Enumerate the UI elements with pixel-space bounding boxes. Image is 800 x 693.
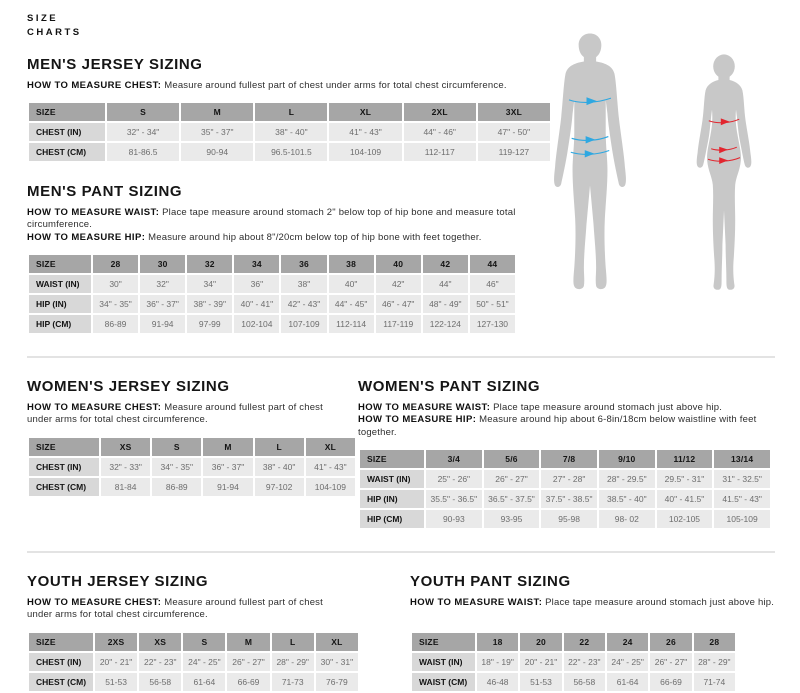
size-value-cell: 44" - 46" [404,123,476,141]
size-value-cell: 22" - 23" [564,653,605,671]
column-header: XS [101,438,150,456]
size-value-cell: 40" - 41.5" [657,490,713,508]
column-header: XS [139,633,181,651]
header-row [29,103,550,121]
size-value-cell: 104-109 [329,143,401,161]
size-value-cell: 41" - 43" [306,458,355,476]
section-title: MEN'S JERSEY SIZING [27,55,203,73]
column-header: 32 [187,255,232,273]
instruction-label: HOW TO MEASURE CHEST: [27,401,162,413]
section-womens-jersey [27,378,358,530]
size-value-cell: 91-94 [203,478,252,496]
size-value-cell: 36" - 37" [203,458,252,476]
womens-sections-row [27,378,775,530]
womens-jersey-size-table [27,436,358,498]
column-header: L [255,103,327,121]
measure-instruction [410,597,775,622]
size-value-cell: 86-89 [93,315,138,333]
row-label: HIP (IN) [360,490,424,508]
size-value-cell: 50" - 51" [470,295,515,313]
size-value-cell: 117-119 [376,315,421,333]
row-label: CHEST (CM) [29,478,99,496]
size-value-cell: 41.5" - 43" [714,490,770,508]
instruction-label: HOW TO MEASURE CHEST: [27,79,162,91]
size-value-cell: 24" - 25" [183,653,225,671]
column-header: 11/12 [657,450,713,468]
size-value-cell: 26" - 27" [484,470,540,488]
womens-pant-size-table [358,448,775,530]
size-value-cell: 42" [376,275,421,293]
column-header: SIZE [29,255,91,273]
size-value-cell: 36" [234,275,279,293]
size-value-cell: 122-124 [423,315,468,333]
size-value-cell: 51-53 [95,673,137,691]
column-header: 2XS [95,633,137,651]
instruction-text: Measure around hip about 8"/20cm below top of hip bone with feet together. [148,231,482,243]
column-header: 26 [650,633,691,651]
table-row [29,458,355,476]
size-value-cell: 66-69 [650,673,691,691]
size-value-cell: 51-53 [520,673,561,691]
table-row [29,275,515,293]
size-value-cell: 38" [281,275,326,293]
column-header: 2XL [404,103,476,121]
size-value-cell: 38.5" - 40" [599,490,655,508]
column-header: 34 [234,255,279,273]
row-label: HIP (CM) [360,510,424,528]
size-value-cell: 104-109 [306,478,355,496]
size-value-cell: 34" - 35" [152,458,201,476]
instruction-label: HOW TO MEASURE WAIST: [410,596,543,608]
size-value-cell: 34" - 35" [93,295,138,313]
row-label: CHEST (IN) [29,653,93,671]
header-row [29,255,515,273]
measure-instruction [27,597,337,622]
size-value-cell: 27" - 28" [541,470,597,488]
youth-pant-table [410,631,737,693]
measure-instruction [358,402,775,439]
size-value-cell: 102-104 [234,315,279,333]
table-row [360,470,770,488]
youth-sections-row [27,573,775,693]
size-value-cell: 66-69 [227,673,269,691]
size-value-cell: 56-58 [139,673,181,691]
table-row [412,673,735,691]
row-label: HIP (IN) [29,295,91,313]
size-value-cell: 34" [187,275,232,293]
column-header: 40 [376,255,421,273]
youth-jersey-size-table [27,631,410,693]
table-row [360,490,770,508]
header-row [29,438,355,456]
header-row [360,450,770,468]
instruction-text: Place tape measure around stomach just above hip. [545,596,775,608]
size-value-cell: 97-99 [187,315,232,333]
size-value-cell: 20" - 21" [95,653,137,671]
table-row [29,295,515,313]
page-title-line2: CHARTS [27,26,82,38]
mens-jersey-table [27,101,552,163]
column-header: M [181,103,253,121]
column-header: 3XL [478,103,550,121]
size-value-cell: 102-105 [657,510,713,528]
row-label: CHEST (IN) [29,458,99,476]
size-value-cell: 30" - 31" [316,653,358,671]
size-value-cell: 105-109 [714,510,770,528]
size-value-cell: 37.5" - 38.5" [541,490,597,508]
instruction-label: HOW TO MEASURE HIP: [27,231,146,243]
size-value-cell: 18" - 19" [477,653,518,671]
column-header: M [203,438,252,456]
column-header: SIZE [29,438,99,456]
size-value-cell: 81-86.5 [107,143,179,161]
measure-instruction [27,232,547,244]
size-value-cell: 28" - 29" [272,653,314,671]
section-youth-jersey [27,573,410,693]
size-value-cell: 36" - 37" [140,295,185,313]
size-value-cell: 28" - 29.5" [599,470,655,488]
section-divider [27,356,775,358]
size-value-cell: 22" - 23" [139,653,181,671]
male-silhouette-icon [545,30,635,292]
measure-instruction [27,207,547,232]
column-header: XL [329,103,401,121]
column-header: XL [316,633,358,651]
column-header: 24 [607,633,648,651]
instruction-label: HOW TO MEASURE WAIST: [27,206,160,218]
size-value-cell: 40" [329,275,374,293]
size-value-cell: 47" - 50" [478,123,550,141]
size-value-cell: 112-114 [329,315,374,333]
column-header: 30 [140,255,185,273]
size-value-cell: 97-102 [255,478,304,496]
size-value-cell: 38" - 39" [187,295,232,313]
row-label: CHEST (IN) [29,123,105,141]
instruction-label: HOW TO MEASURE HIP: [358,414,477,426]
size-value-cell: 90-93 [426,510,482,528]
size-value-cell: 93-95 [484,510,540,528]
table-row [29,143,550,161]
column-header: L [255,438,304,456]
column-header: 13/14 [714,450,770,468]
header-row [412,633,735,651]
size-value-cell: 71-73 [272,673,314,691]
section-title: YOUTH JERSEY SIZING [27,572,209,590]
womens-pant-table [358,448,772,530]
column-header: 9/10 [599,450,655,468]
column-header: 44 [470,255,515,273]
womens-jersey-table [27,436,357,498]
size-value-cell: 26" - 27" [227,653,269,671]
column-header: SIZE [360,450,424,468]
section-title: WOMEN'S PANT SIZING [358,377,541,395]
section-title: MEN'S PANT SIZING [27,182,183,200]
row-label: CHEST (CM) [29,673,93,691]
female-silhouette-icon [681,52,767,292]
section-divider [27,551,775,553]
column-header: SIZE [412,633,475,651]
female-body-silhouette [681,52,767,292]
column-header: SIZE [29,103,105,121]
page-title-line1: SIZE [27,13,59,24]
size-value-cell: 76-79 [316,673,358,691]
size-value-cell: 36.5" - 37.5" [484,490,540,508]
header-row [29,633,358,651]
column-header: L [272,633,314,651]
size-value-cell: 41" - 43" [329,123,401,141]
size-value-cell: 61-64 [607,673,648,691]
size-value-cell: 96.5-101.5 [255,143,327,161]
size-value-cell: 98- 02 [599,510,655,528]
measurement-figures [545,30,767,292]
youth-jersey-table [27,631,360,693]
size-value-cell: 35.5" - 36.5" [426,490,482,508]
size-value-cell: 46-48 [477,673,518,691]
section-title: WOMEN'S JERSEY SIZING [27,377,230,395]
size-value-cell: 44" - 45" [329,295,374,313]
column-header: 20 [520,633,561,651]
male-body-silhouette [545,30,635,292]
measure-instruction [27,80,547,92]
size-value-cell: 91-94 [140,315,185,333]
table-row [29,478,355,496]
size-value-cell: 32" [140,275,185,293]
column-header: 22 [564,633,605,651]
table-row [29,315,515,333]
instruction-text: Place tape measure around stomach just above hip. [493,401,723,413]
size-value-cell: 32" - 33" [101,458,150,476]
table-row [29,673,358,691]
size-value-cell: 30" [93,275,138,293]
table-row [412,653,735,671]
column-header: 42 [423,255,468,273]
row-label: WAIST (CM) [412,673,475,691]
column-header: 36 [281,255,326,273]
instruction-text: Measure around fullest part of chest under arms for total chest circumference. [27,401,323,426]
column-header: M [227,633,269,651]
size-value-cell: 48" - 49" [423,295,468,313]
size-value-cell: 38" - 40" [255,458,304,476]
size-value-cell: 119-127 [478,143,550,161]
row-label: HIP (CM) [29,315,91,333]
size-value-cell: 107-109 [281,315,326,333]
size-value-cell: 40" - 41" [234,295,279,313]
size-value-cell: 44" [423,275,468,293]
size-value-cell: 81-84 [101,478,150,496]
row-label: WAIST (IN) [360,470,424,488]
section-womens-pant [358,378,775,530]
instruction-text: Measure around hip about 6-8in/18cm below waistline with feet together. [358,414,757,438]
size-value-cell: 32" - 34" [107,123,179,141]
size-value-cell: 26" - 27" [650,653,691,671]
column-header: S [152,438,201,456]
size-value-cell: 38" - 40" [255,123,327,141]
size-value-cell: 46" [470,275,515,293]
instruction-text: Measure around fullest part of chest under arms for total chest circumference. [27,596,323,621]
size-value-cell: 112-117 [404,143,476,161]
column-header: S [107,103,179,121]
size-value-cell: 24" - 25" [607,653,648,671]
size-value-cell: 56-58 [564,673,605,691]
size-value-cell: 61-64 [183,673,225,691]
column-header: 38 [329,255,374,273]
measure-instruction [27,402,337,427]
column-header: 7/8 [541,450,597,468]
instruction-label: HOW TO MEASURE WAIST: [358,401,491,413]
size-value-cell: 95-98 [541,510,597,528]
size-value-cell: 127-130 [470,315,515,333]
table-row [29,653,358,671]
size-value-cell: 90-94 [181,143,253,161]
youth-pant-size-table [410,631,775,693]
column-header: SIZE [29,633,93,651]
row-label: CHEST (CM) [29,143,105,161]
size-value-cell: 86-89 [152,478,201,496]
column-header: 5/6 [484,450,540,468]
size-value-cell: 42" - 43" [281,295,326,313]
section-title: YOUTH PANT SIZING [410,572,571,590]
row-label: WAIST (IN) [29,275,91,293]
size-value-cell: 35" - 37" [181,123,253,141]
table-row [360,510,770,528]
instruction-text: Measure around fullest part of chest under arms for total chest circumference. [164,79,507,91]
row-label: WAIST (IN) [412,653,475,671]
size-value-cell: 31" - 32.5" [714,470,770,488]
mens-pant-table [27,253,517,335]
column-header: 28 [694,633,735,651]
size-value-cell: 25" - 26" [426,470,482,488]
table-row [29,123,550,141]
instruction-text: Place tape measure around stomach 2" below top of hip bone and measure total circumference. [27,206,516,231]
column-header: 18 [477,633,518,651]
instruction-label: HOW TO MEASURE CHEST: [27,596,162,608]
size-value-cell: 20" - 21" [520,653,561,671]
size-value-cell: 71-74 [694,673,735,691]
size-value-cell: 46" - 47" [376,295,421,313]
column-header: XL [306,438,355,456]
size-value-cell: 28" - 29" [694,653,735,671]
section-youth-pant [410,573,775,693]
size-value-cell: 29.5" - 31" [657,470,713,488]
column-header: 28 [93,255,138,273]
column-header: 3/4 [426,450,482,468]
column-header: S [183,633,225,651]
